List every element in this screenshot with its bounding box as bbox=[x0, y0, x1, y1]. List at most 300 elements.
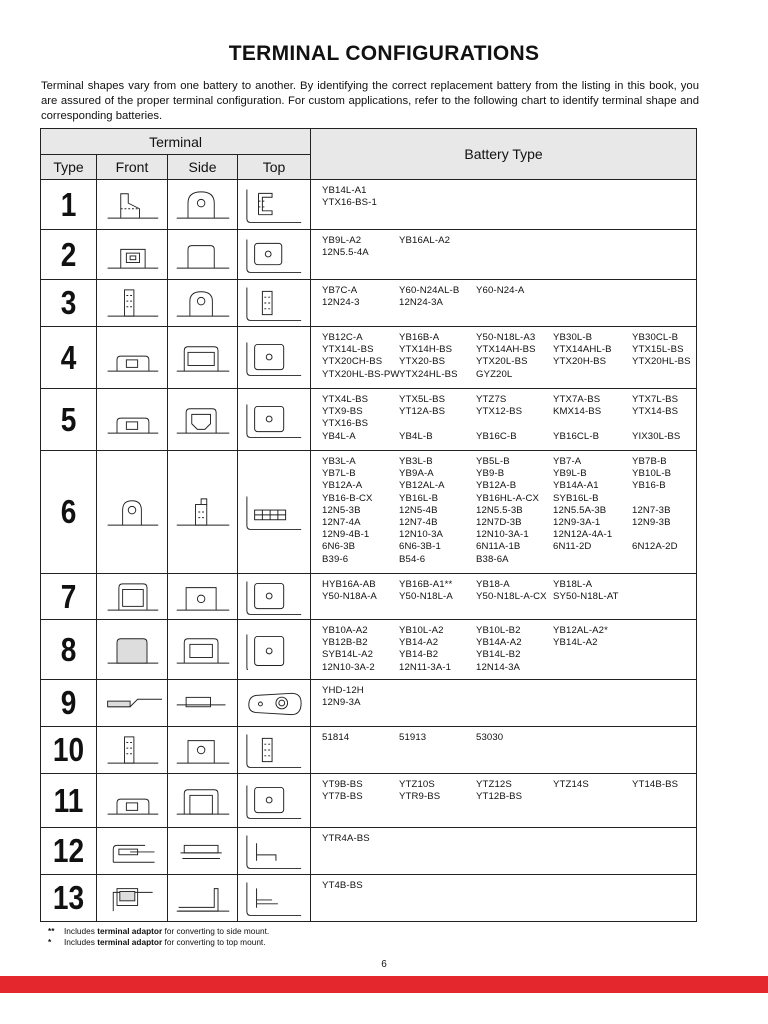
battery-code: B38-6A bbox=[476, 553, 509, 565]
battery-code bbox=[632, 685, 712, 697]
footnote-mark: ** bbox=[48, 926, 55, 936]
front-cell bbox=[97, 620, 168, 680]
battery-cell bbox=[311, 620, 697, 680]
battery-code: YB7C-A bbox=[322, 285, 358, 296]
table-row bbox=[41, 327, 697, 389]
battery-code: Y60-N24-A bbox=[476, 285, 525, 296]
battery-code: YTZ10S bbox=[399, 779, 435, 790]
battery-code: YB10L-B bbox=[632, 468, 672, 480]
front-5-icon bbox=[97, 401, 167, 439]
battery-code: YTX9-BS bbox=[322, 406, 363, 418]
front-cell bbox=[97, 389, 168, 451]
battery-code: YB18-A bbox=[476, 579, 510, 590]
type-cell bbox=[41, 680, 97, 727]
page-title: TERMINAL CONFIGURATIONS bbox=[228, 42, 540, 65]
battery-code: 12N5-3B bbox=[322, 504, 361, 516]
battery-code bbox=[399, 418, 476, 430]
battery-code bbox=[476, 685, 553, 697]
battery-code: YB14A-A1 bbox=[553, 480, 599, 492]
type-cell bbox=[41, 574, 97, 620]
side-cell bbox=[168, 875, 238, 922]
battery-code bbox=[632, 369, 712, 381]
battery-code: 6N11A-1B bbox=[476, 541, 521, 553]
battery-code bbox=[553, 880, 632, 892]
front-2-icon bbox=[97, 236, 167, 274]
battery-code: YT14B-BS bbox=[632, 779, 679, 790]
battery-code: 12N5-4B bbox=[399, 504, 438, 516]
battery-code: 12N5.5A-3B bbox=[553, 504, 607, 516]
battery-code: 12N7-3B bbox=[632, 504, 671, 516]
battery-code: YB9-B bbox=[476, 468, 505, 480]
battery-code: YTZ12S bbox=[476, 779, 512, 790]
battery-code bbox=[632, 591, 712, 603]
top-cell bbox=[238, 828, 311, 875]
battery-code: YTX14H-BS bbox=[399, 344, 453, 356]
table-row bbox=[41, 727, 697, 774]
footnote bbox=[48, 937, 269, 948]
battery-code: YB4L-A bbox=[322, 430, 356, 442]
terminal-table bbox=[40, 128, 697, 922]
front-cell bbox=[97, 230, 168, 280]
footnotes bbox=[48, 926, 269, 948]
battery-code: 6N6-3B bbox=[322, 541, 356, 553]
battery-code: YTX7L-BS bbox=[632, 394, 679, 405]
battery-code bbox=[553, 697, 632, 709]
battery-code bbox=[632, 247, 712, 259]
battery-code bbox=[632, 637, 712, 649]
battery-cell bbox=[311, 727, 697, 774]
battery-code: 12N24-3 bbox=[322, 297, 360, 309]
battery-code: YB16B-A bbox=[399, 332, 440, 343]
battery-code bbox=[476, 880, 553, 892]
top-7-icon bbox=[238, 577, 310, 617]
type-cell bbox=[41, 180, 97, 230]
top-cell bbox=[238, 280, 311, 327]
side-6-icon bbox=[168, 493, 237, 531]
battery-code: 51814 bbox=[322, 732, 350, 743]
front-11-icon bbox=[97, 782, 167, 820]
side-cell bbox=[168, 774, 238, 828]
battery-code: YTX16-BS bbox=[322, 418, 369, 430]
battery-code: YTZ7S bbox=[476, 394, 507, 405]
top-1-icon bbox=[238, 185, 310, 225]
battery-code bbox=[632, 297, 712, 309]
battery-code: YB4L-B bbox=[399, 430, 433, 442]
front-13-icon bbox=[97, 879, 167, 917]
battery-code: YB16C-B bbox=[476, 430, 517, 442]
battery-code bbox=[399, 880, 476, 892]
battery-code: YB9L-A2 bbox=[322, 235, 362, 246]
top-4-icon bbox=[238, 338, 310, 378]
table-row bbox=[41, 875, 697, 922]
battery-code bbox=[476, 833, 553, 845]
battery-code: YTX4L-BS bbox=[322, 394, 369, 405]
front-9-icon bbox=[97, 684, 167, 722]
type-cell bbox=[41, 280, 97, 327]
battery-code: YTX16-BS-1 bbox=[322, 197, 377, 209]
battery-code: YB16-B-CX bbox=[322, 492, 373, 504]
battery-code: YTX20L-BS bbox=[476, 356, 528, 368]
type-column-header: Type bbox=[41, 155, 97, 180]
battery-code bbox=[553, 418, 632, 430]
battery-code: YT12A-BS bbox=[399, 406, 446, 418]
battery-code: Y50-N18L-A-CX bbox=[476, 591, 547, 603]
battery-code bbox=[632, 197, 712, 209]
table-row bbox=[41, 620, 697, 680]
footer-bar bbox=[0, 976, 768, 993]
front-1-icon bbox=[97, 186, 167, 224]
battery-code bbox=[476, 297, 553, 309]
battery-code: YB12B-B2 bbox=[322, 637, 368, 649]
side-cell bbox=[168, 180, 238, 230]
top-6-icon bbox=[238, 492, 310, 532]
battery-code: YB16L-B bbox=[399, 492, 439, 504]
side-12-icon bbox=[168, 832, 237, 870]
battery-cell bbox=[311, 230, 697, 280]
battery-code bbox=[476, 418, 553, 430]
table-row bbox=[41, 180, 697, 230]
type-number: 12 bbox=[52, 832, 85, 869]
battery-code bbox=[632, 529, 712, 541]
side-11-icon bbox=[168, 782, 237, 820]
battery-code: YTX14AH-BS bbox=[476, 344, 536, 356]
type-number: 7 bbox=[60, 577, 77, 615]
table-row bbox=[41, 230, 697, 280]
battery-code: YTZ14S bbox=[553, 779, 589, 790]
battery-code: Y50-N18L-A3 bbox=[476, 332, 536, 343]
battery-code bbox=[632, 418, 712, 430]
battery-code: 12N10-3A-1 bbox=[476, 529, 529, 541]
battery-code: YTX24HL-BS bbox=[399, 368, 458, 380]
top-12-icon bbox=[238, 831, 310, 871]
terminal-header: Terminal bbox=[41, 129, 311, 155]
battery-code bbox=[476, 235, 553, 247]
battery-code: Y60-N24AL-B bbox=[399, 285, 460, 296]
top-3-icon bbox=[238, 283, 310, 323]
battery-code: 12N9-3A bbox=[322, 697, 361, 709]
battery-code bbox=[632, 662, 712, 674]
battery-code bbox=[553, 685, 632, 697]
front-6-icon bbox=[97, 493, 167, 531]
front-cell bbox=[97, 774, 168, 828]
footnote-text: for converting to top mount. bbox=[162, 937, 266, 947]
battery-code: SYB16L-B bbox=[553, 492, 599, 504]
table-row bbox=[41, 574, 697, 620]
type-number: 10 bbox=[52, 731, 85, 768]
battery-code bbox=[553, 732, 632, 744]
battery-code bbox=[632, 625, 712, 637]
battery-code bbox=[553, 247, 632, 259]
side-cell bbox=[168, 451, 238, 574]
battery-code: HYB16A-AB bbox=[322, 579, 376, 590]
battery-code bbox=[632, 791, 712, 803]
battery-code: YTX14L-BS bbox=[322, 344, 374, 356]
side-5-icon bbox=[168, 401, 237, 439]
table-row bbox=[41, 774, 697, 828]
battery-code bbox=[399, 247, 476, 259]
table-row bbox=[41, 389, 697, 451]
battery-code: YB14-A2 bbox=[399, 637, 439, 649]
battery-code: 12N9-3B bbox=[632, 517, 671, 529]
footnote-text: Includes bbox=[64, 937, 98, 947]
battery-code bbox=[632, 554, 712, 566]
battery-code: YB16B-A1** bbox=[399, 579, 453, 590]
battery-code: YT12B-BS bbox=[476, 791, 523, 803]
type-cell bbox=[41, 230, 97, 280]
type-number: 2 bbox=[60, 235, 77, 273]
battery-code: YB10L-A2 bbox=[399, 625, 444, 636]
battery-code: 12N14-3A bbox=[476, 661, 521, 673]
front-cell bbox=[97, 875, 168, 922]
side-13-icon bbox=[168, 879, 237, 917]
battery-code: YTX5L-BS bbox=[399, 394, 446, 405]
intro-paragraph: Terminal shapes vary from one battery to another. By identifying the correct replacement battery from the listing in this book, you are assured of the proper terminal configuration. For custom applications, refer to the following chart to identify terminal shape and corresponding batteries. bbox=[41, 80, 699, 122]
type-cell bbox=[41, 451, 97, 574]
battery-cell bbox=[311, 280, 697, 327]
battery-code: YB9L-B bbox=[553, 468, 587, 480]
battery-code: YTX20-BS bbox=[399, 356, 446, 368]
battery-code bbox=[553, 369, 632, 381]
top-9-icon bbox=[238, 683, 310, 723]
side-cell bbox=[168, 574, 238, 620]
battery-code: YTX20HL-BS bbox=[632, 356, 691, 368]
battery-code: YHD-12H bbox=[322, 685, 364, 696]
battery-cell bbox=[311, 680, 697, 727]
battery-code: Y50-N18L-A bbox=[399, 591, 453, 603]
battery-code: 6N6-3B-1 bbox=[399, 541, 441, 553]
battery-code: YT4B-BS bbox=[322, 880, 363, 891]
battery-code: 12N9-3A-1 bbox=[553, 517, 601, 529]
battery-code: YB7L-B bbox=[322, 468, 356, 480]
battery-cell bbox=[311, 828, 697, 875]
battery-code: YTX7A-BS bbox=[553, 394, 601, 405]
top-cell bbox=[238, 727, 311, 774]
battery-code: B54-6 bbox=[399, 553, 426, 565]
front-column-header: Front bbox=[97, 155, 168, 180]
footnote bbox=[48, 926, 269, 937]
type-cell bbox=[41, 727, 97, 774]
type-cell bbox=[41, 620, 97, 680]
battery-code bbox=[399, 685, 476, 697]
top-2-icon bbox=[238, 235, 310, 275]
battery-code: YIX30L-BS bbox=[632, 430, 681, 442]
side-2-icon bbox=[168, 236, 237, 274]
battery-code: GYZ20L bbox=[476, 368, 513, 380]
battery-code: YB12A-B bbox=[476, 480, 517, 492]
battery-code: YB12C-A bbox=[322, 332, 363, 343]
battery-code: YT9B-BS bbox=[322, 779, 363, 790]
top-8-icon bbox=[238, 630, 310, 670]
battery-code bbox=[632, 880, 712, 892]
type-number: 1 bbox=[60, 185, 77, 223]
battery-code: YB3L-B bbox=[399, 456, 433, 467]
top-5-icon bbox=[238, 400, 310, 440]
top-cell bbox=[238, 389, 311, 451]
front-cell bbox=[97, 180, 168, 230]
side-cell bbox=[168, 230, 238, 280]
battery-code: YB12A-A bbox=[322, 480, 363, 492]
battery-code bbox=[399, 833, 476, 845]
top-11-icon bbox=[238, 781, 310, 821]
side-7-icon bbox=[168, 578, 237, 616]
battery-cell bbox=[311, 574, 697, 620]
table-row bbox=[41, 828, 697, 875]
side-4-icon bbox=[168, 339, 237, 377]
top-cell bbox=[238, 451, 311, 574]
front-cell bbox=[97, 327, 168, 389]
front-3-icon bbox=[97, 284, 167, 322]
battery-code bbox=[553, 297, 632, 309]
battery-code: YTX20H-BS bbox=[553, 356, 607, 368]
type-number: 4 bbox=[60, 338, 77, 376]
battery-code: SY50-N18L-AT bbox=[553, 591, 619, 603]
front-12-icon bbox=[97, 832, 167, 870]
type-cell bbox=[41, 327, 97, 389]
battery-code: YB5L-B bbox=[476, 456, 510, 467]
battery-code: 12N24-3A bbox=[399, 297, 444, 309]
front-cell bbox=[97, 451, 168, 574]
side-column-header: Side bbox=[168, 155, 238, 180]
page-number: 6 bbox=[381, 959, 387, 970]
battery-code: YTX15L-BS bbox=[632, 344, 684, 356]
battery-code: YTX20HL-BS-PW bbox=[322, 368, 400, 380]
front-8-icon bbox=[97, 631, 167, 669]
battery-code: YB14A-A2 bbox=[476, 637, 522, 649]
top-10-icon bbox=[238, 730, 310, 770]
type-cell bbox=[41, 389, 97, 451]
type-number: 5 bbox=[60, 400, 77, 438]
top-cell bbox=[238, 327, 311, 389]
battery-code: 12N7-4A bbox=[322, 517, 361, 529]
footnote-text: for converting to side mount. bbox=[162, 926, 270, 936]
footnote-bold: terminal adaptor bbox=[97, 926, 163, 936]
front-cell bbox=[97, 680, 168, 727]
battery-code: YB12AL-A2* bbox=[553, 625, 608, 636]
battery-code bbox=[553, 833, 632, 845]
side-cell bbox=[168, 680, 238, 727]
battery-code: 12N7D-3B bbox=[476, 517, 522, 529]
battery-code: B39-6 bbox=[322, 553, 349, 565]
side-cell bbox=[168, 327, 238, 389]
battery-code bbox=[553, 235, 632, 247]
battery-code: KMX14-BS bbox=[553, 406, 602, 418]
top-cell bbox=[238, 574, 311, 620]
footnote-text: Includes bbox=[64, 926, 98, 936]
table-body bbox=[41, 180, 697, 922]
battery-code: YB30CL-B bbox=[632, 332, 679, 343]
battery-cell bbox=[311, 774, 697, 828]
type-number: 3 bbox=[60, 284, 77, 321]
battery-code: YTX14AHL-B bbox=[553, 344, 612, 356]
battery-code: 53030 bbox=[476, 732, 504, 743]
type-number: 9 bbox=[60, 684, 77, 721]
battery-code bbox=[399, 185, 476, 197]
battery-code bbox=[476, 697, 553, 709]
battery-code: SYB14L-A2 bbox=[322, 649, 374, 661]
battery-code: YB10A-A2 bbox=[322, 625, 368, 636]
battery-cell bbox=[311, 875, 697, 922]
side-cell bbox=[168, 828, 238, 875]
footnote-bold: terminal adaptor bbox=[97, 937, 163, 947]
battery-code: YTX14-BS bbox=[632, 406, 679, 418]
battery-code bbox=[632, 185, 712, 197]
side-cell bbox=[168, 727, 238, 774]
footnote-mark: * bbox=[48, 937, 52, 947]
side-10-icon bbox=[168, 731, 237, 769]
battery-code: YT7B-BS bbox=[322, 791, 363, 803]
battery-cell bbox=[311, 389, 697, 451]
battery-code: YB7-A bbox=[553, 456, 582, 467]
front-4-icon bbox=[97, 339, 167, 377]
battery-code bbox=[476, 197, 553, 209]
top-cell bbox=[238, 180, 311, 230]
table-row bbox=[41, 451, 697, 574]
top-cell bbox=[238, 230, 311, 280]
battery-code bbox=[553, 791, 632, 803]
battery-code: YB9A-A bbox=[399, 468, 434, 480]
battery-code: 12N12A-4A-1 bbox=[553, 529, 613, 541]
battery-code bbox=[476, 185, 553, 197]
battery-code: YB16HL-A-CX bbox=[476, 492, 539, 504]
type-cell bbox=[41, 774, 97, 828]
battery-code bbox=[476, 247, 553, 259]
side-cell bbox=[168, 620, 238, 680]
battery-code: 12N5.5-4A bbox=[322, 247, 369, 259]
front-cell bbox=[97, 828, 168, 875]
battery-code: 51913 bbox=[399, 732, 427, 743]
battery-code bbox=[553, 662, 632, 674]
type-number: 6 bbox=[60, 493, 77, 530]
battery-code: YB16AL-A2 bbox=[399, 235, 451, 246]
type-number: 13 bbox=[52, 879, 85, 916]
battery-cell bbox=[311, 451, 697, 574]
type-number: 11 bbox=[53, 781, 84, 819]
battery-code: YTR9-BS bbox=[399, 791, 441, 803]
battery-code: YB30L-B bbox=[553, 332, 593, 343]
battery-code bbox=[632, 493, 712, 505]
battery-code bbox=[553, 649, 632, 661]
battery-code: YB14-B2 bbox=[399, 649, 439, 661]
battery-code: YB14L-B2 bbox=[476, 649, 521, 661]
battery-code bbox=[553, 197, 632, 209]
battery-code: 6N12A-2D bbox=[632, 541, 678, 553]
battery-code bbox=[632, 649, 712, 661]
side-8-icon bbox=[168, 631, 237, 669]
side-3-icon bbox=[168, 284, 237, 322]
battery-code: 12N9-4B-1 bbox=[322, 529, 370, 541]
front-10-icon bbox=[97, 731, 167, 769]
battery-code: YB16CL-B bbox=[553, 430, 600, 442]
battery-code: 12N11-3A-1 bbox=[399, 661, 452, 673]
battery-code: YTX12-BS bbox=[476, 406, 523, 418]
side-1-icon bbox=[168, 186, 237, 224]
battery-code: 6N11-2D bbox=[553, 541, 592, 553]
top-cell bbox=[238, 680, 311, 727]
battery-code bbox=[632, 697, 712, 709]
battery-code bbox=[553, 285, 632, 297]
battery-type-header: Battery Type bbox=[311, 129, 697, 180]
top-13-icon bbox=[238, 878, 310, 918]
front-cell bbox=[97, 574, 168, 620]
battery-code: YTR4A-BS bbox=[322, 833, 370, 844]
battery-code bbox=[632, 579, 712, 591]
battery-code bbox=[632, 732, 712, 744]
type-cell bbox=[41, 828, 97, 875]
battery-code: 12N10-3A bbox=[399, 529, 444, 541]
battery-code: YB16-B bbox=[632, 480, 666, 492]
battery-code: YB7B-B bbox=[632, 456, 667, 467]
table-row bbox=[41, 280, 697, 327]
